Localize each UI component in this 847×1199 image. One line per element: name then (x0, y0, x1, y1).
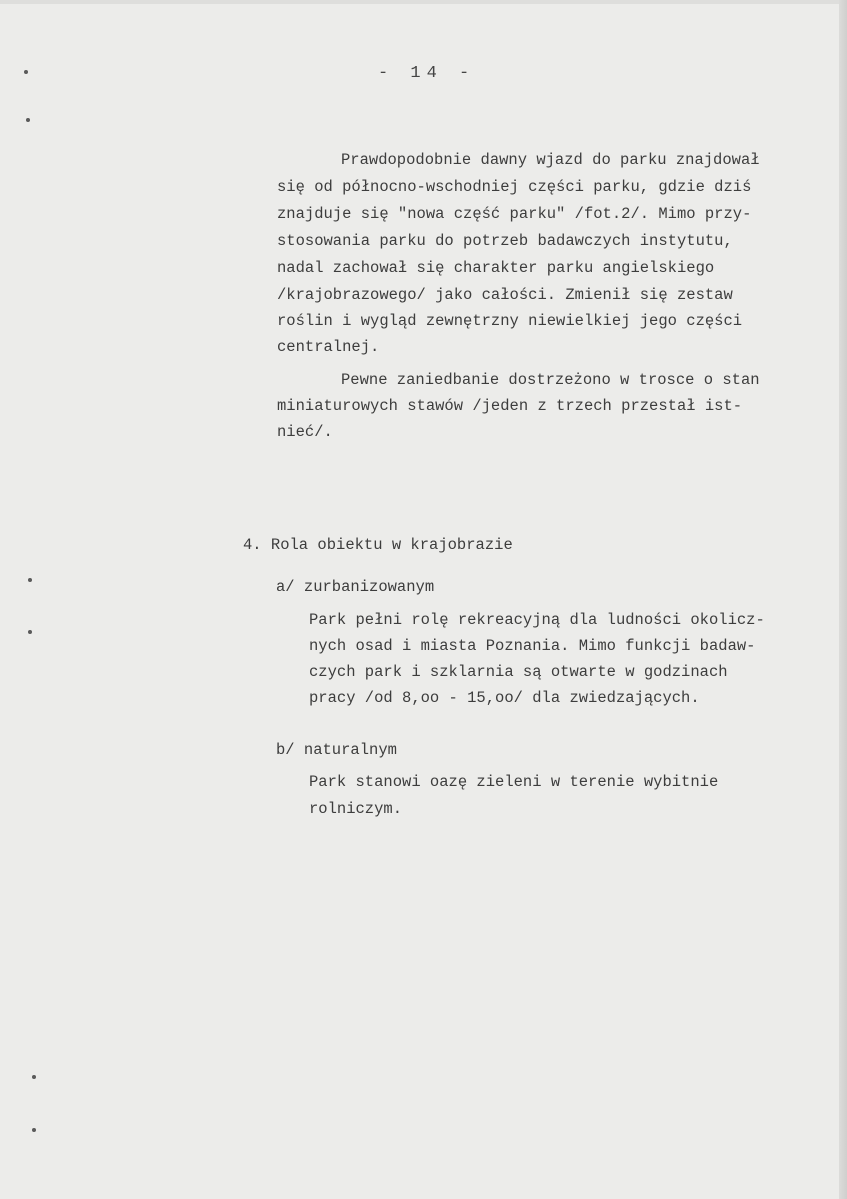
punch-hole-mark (32, 1128, 36, 1132)
punch-hole-mark (32, 1075, 36, 1079)
subsection-line: Park pełni rolę rekreacyjną dla ludności okolicz- (309, 611, 765, 629)
subsection-line: rolniczym. (309, 800, 403, 818)
paragraph-line: Pewne zaniedbanie dostrzeżono w trosce o stan (341, 371, 760, 389)
subsection-label: b/ naturalnym (276, 741, 397, 759)
subsection-line: pracy /od 8,oo - 15,oo/ dla zwiedzających. (309, 689, 700, 707)
subsection-line: czych park i szklarnia są otwarte w godzinach (309, 663, 728, 681)
paragraph-line: nadal zachował się charakter parku angielskiego (277, 259, 715, 277)
page-number: - 14 - (378, 64, 476, 83)
paragraph-line: miniaturowych stawów /jeden z trzech przestał ist- (277, 397, 743, 415)
paragraph-line: Prawdopodobnie dawny wjazd do parku znajdował (341, 151, 760, 169)
punch-hole-mark (24, 70, 28, 74)
paragraph-line: stosowania parku do potrzeb badawczych instytutu, (277, 232, 733, 250)
paragraph-line: /krajobrazowego/ jako całości. Zmienił się zestaw (277, 286, 733, 304)
subsection-line: nych osad i miasta Poznania. Mimo funkcji badaw- (309, 637, 756, 655)
page-right-edge (839, 0, 847, 1199)
subsection-label: a/ zurbanizowanym (276, 578, 435, 596)
paragraph-line: się od północno-wschodniej części parku, gdzie dziś (277, 178, 752, 196)
subsection-line: Park stanowi oazę zieleni w terenie wybitnie (309, 773, 719, 791)
paragraph-line: nieć/. (277, 423, 333, 441)
paragraph-line: roślin i wygląd zewnętrzny niewielkiej jego części (277, 312, 743, 330)
paragraph-line: centralnej. (277, 338, 380, 356)
punch-hole-mark (28, 578, 32, 582)
section-heading: 4. Rola obiektu w krajobrazie (243, 536, 513, 554)
paragraph-line: znajduje się "nowa część parku" /fot.2/. Mimo przy- (277, 205, 752, 223)
punch-hole-mark (28, 630, 32, 634)
punch-hole-mark (26, 118, 30, 122)
page-top-edge (0, 0, 847, 4)
